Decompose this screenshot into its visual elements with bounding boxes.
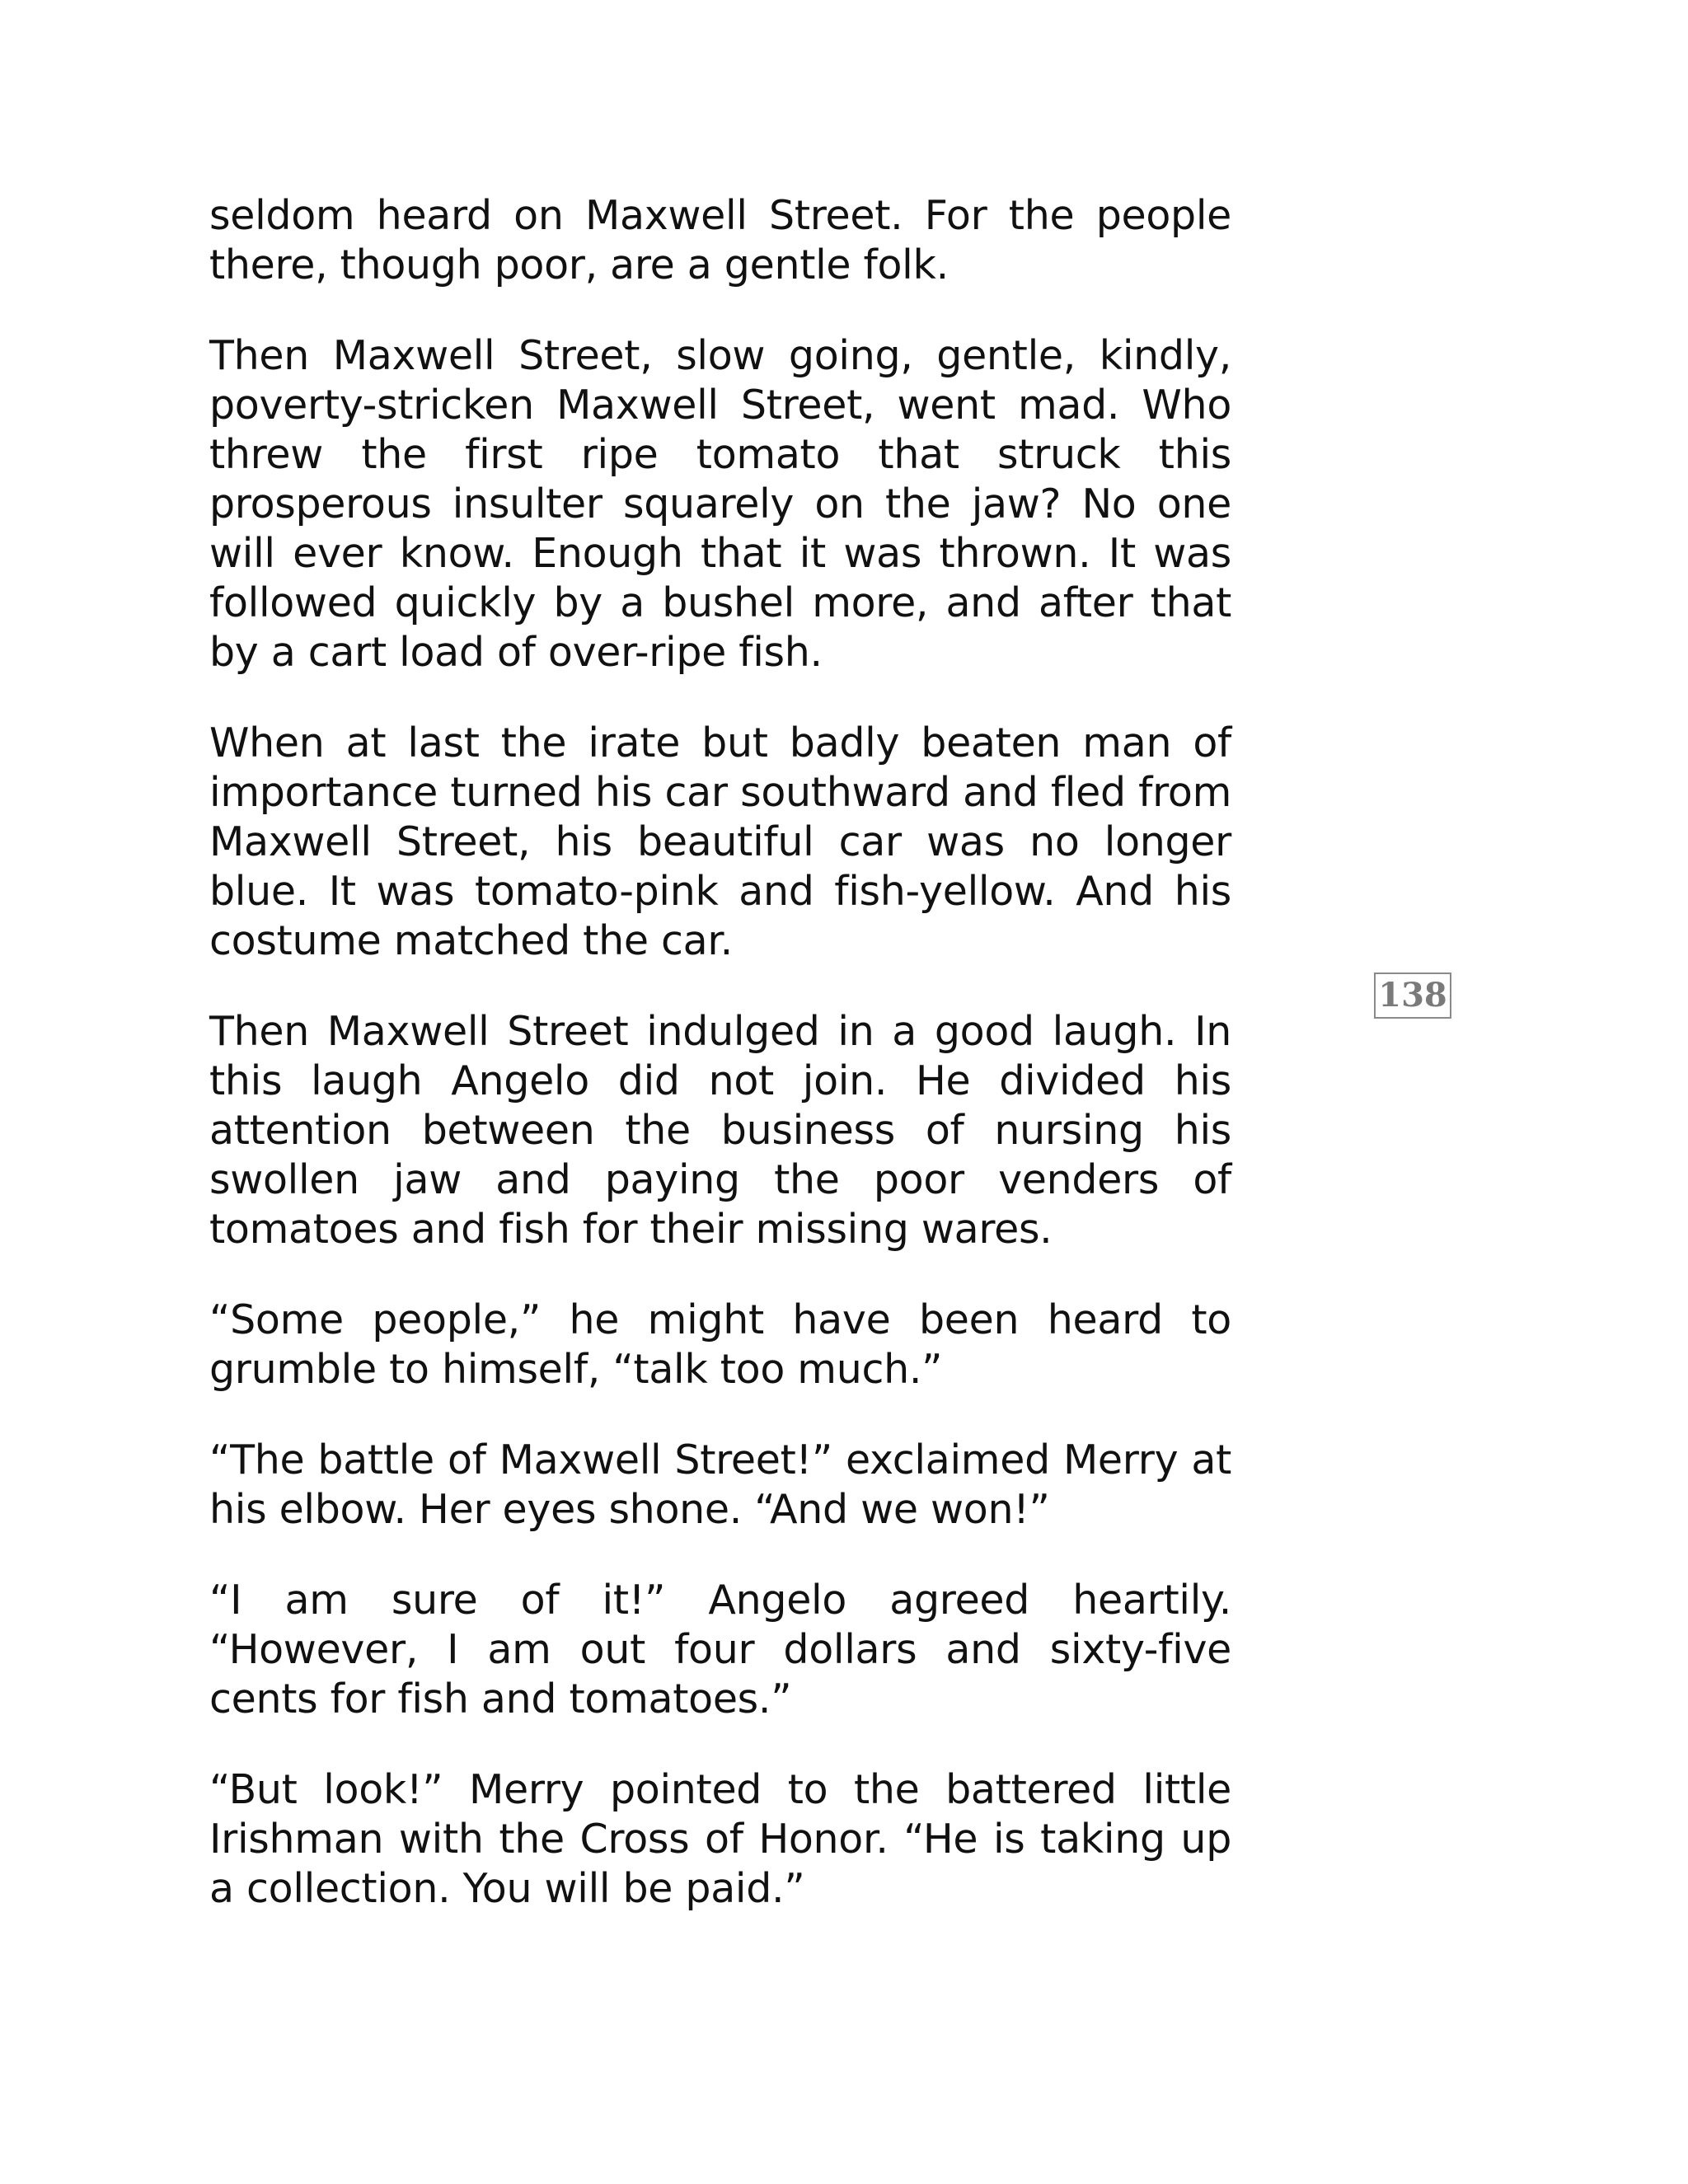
body-text <box>209 191 1231 1955</box>
paragraph: “But look!” Merry pointed to the battered little Irishman with the Cross of Honor. “He is taking up a collection. You will be paid.” <box>209 1766 1231 1912</box>
paragraph: “The battle of Maxwell Street!” exclaimed Merry at his elbow. Her eyes shone. “And we won!” <box>209 1436 1231 1533</box>
page-number: 138 <box>1374 972 1451 1019</box>
paragraph: seldom heard on Maxwell Street. For the people there, though poor, are a gentle folk. <box>209 192 1231 288</box>
paragraph: Then Maxwell Street, slow going, gentle, kindly, poverty-stricken Maxwell Street, went mad. Who threw the first ripe tomato that struck this prosperous insulter squarely on the jaw? No one will ever know. Enough that it was thrown. It was followed quickly by a bushel more, and after that by a cart load of over-ripe fish. <box>209 332 1231 676</box>
paragraph: “Some people,” he might have been heard to grumble to himself, “talk too much.” <box>209 1296 1231 1393</box>
paragraph: “I am sure of it!” Angelo agreed heartily. “However, I am out four dollars and sixty-five cents for fish and tomatoes.” <box>209 1577 1231 1722</box>
paragraph: Then Maxwell Street indulged in a good laugh. In this laugh Angelo did not join. He divided his attention between the business of nursing his swollen jaw and paying the poor venders of tomatoes and fish for their missing wares. <box>209 1008 1231 1253</box>
paragraph: When at last the irate but badly beaten man of importance turned his car southward and fled from Maxwell Street, his beautiful car was no longer blue. It was tomato-pink and fish-yellow. And his costume matched the car. <box>209 719 1231 964</box>
